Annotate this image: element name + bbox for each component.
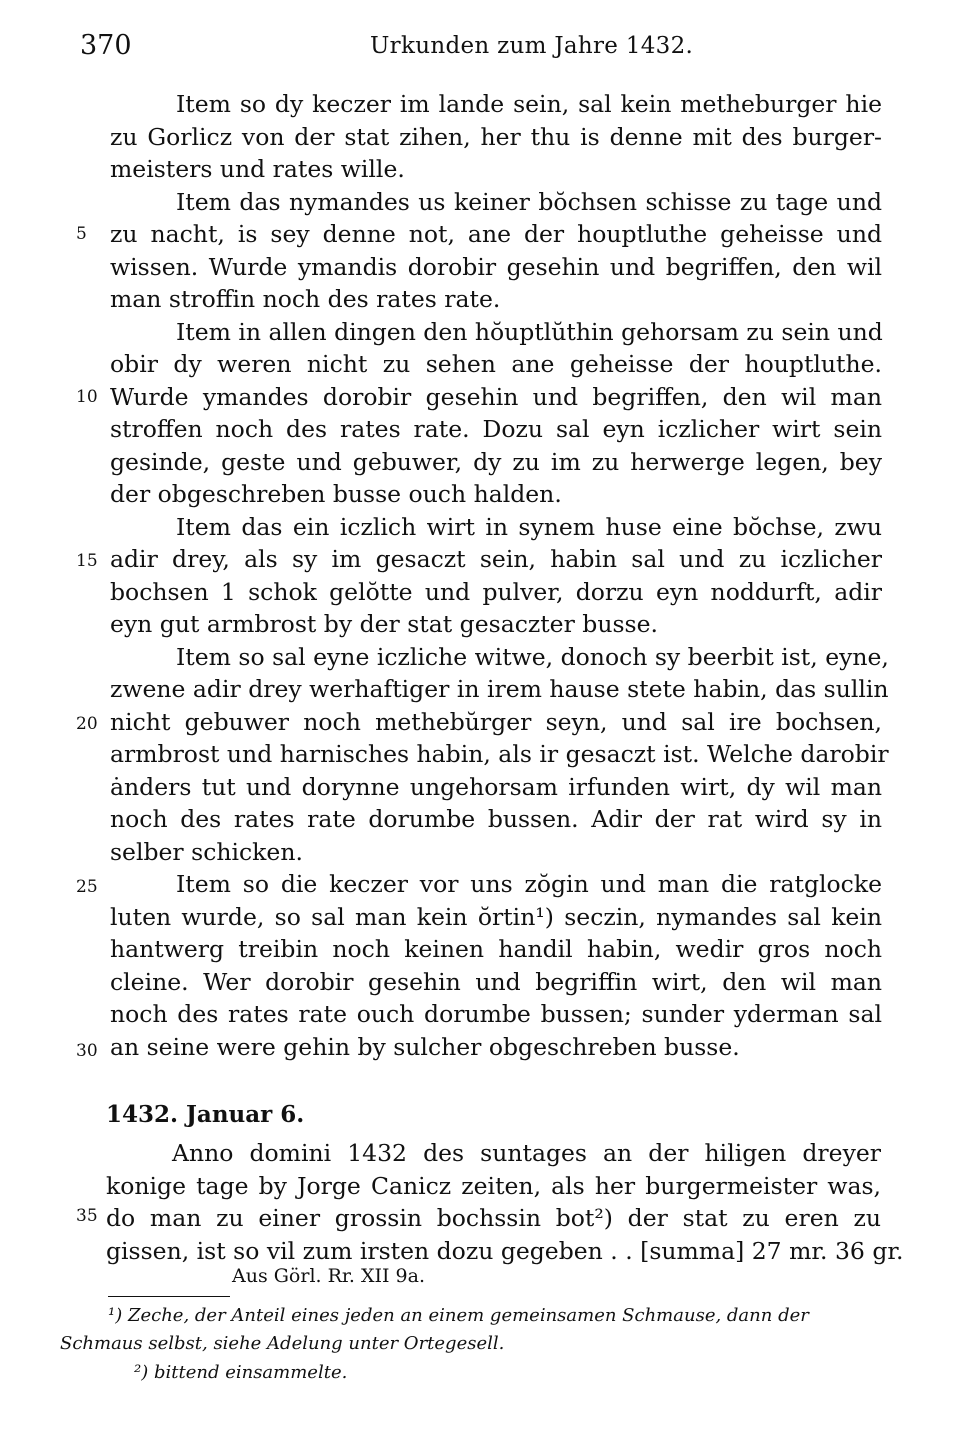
text-line: Item das nymandes us keiner bŏchsen schisse zu tage und bbox=[176, 187, 882, 216]
text-line: gissen, ist so vil zum irsten dozu gegeben . . [summa] 27 mr. 36 gr. bbox=[106, 1236, 904, 1265]
text-line: noch des rates rate dorumbe bussen. Adir der rat wird sy in bbox=[110, 805, 882, 833]
footnote-rule bbox=[108, 1296, 230, 1297]
section-heading: 1432. Januar 6. bbox=[106, 1101, 305, 1128]
line-number: 10 bbox=[76, 387, 98, 407]
text-line: Item in allen dingen den hŏuptlŭthin gehorsam zu sein und bbox=[176, 317, 883, 346]
text-line: meisters und rates wille. bbox=[110, 155, 405, 183]
text-line: man stroffin noch des rates rate. bbox=[110, 285, 501, 313]
text-line: luten wurde, so sal man kein ŏrtin¹) seczin, nymandes sal kein bbox=[110, 902, 882, 931]
text-line: obir dy weren nicht zu sehen ane geheisse der houptluthe. bbox=[110, 350, 882, 378]
text-line: nicht gebuwer noch methebŭrger seyn, und sal ire bochsen, bbox=[110, 707, 882, 736]
text-line: Item so sal eyne iczliche witwe, donoch sy beerbit ist, eyne, bbox=[176, 642, 889, 671]
text-line: hantwerg treibin noch keinen handil habin, wedir gros noch bbox=[110, 935, 882, 963]
line-number: 25 bbox=[76, 877, 98, 897]
text-line: Wurde ymandes dorobir gesehin und begriffen, den wil man bbox=[110, 382, 882, 411]
text-line: bochsen 1 schok gelŏtte und pulver, dorzu eyn noddurft, adir bbox=[110, 577, 882, 606]
text-line: Item so dy keczer im lande sein, sal kein metheburger hie bbox=[176, 90, 882, 118]
text-line: Anno domini 1432 des suntages an der hiligen dreyer bbox=[172, 1139, 881, 1167]
text-line: eyn gut armbrost by der stat gesaczter busse. bbox=[110, 610, 658, 638]
text-line: zwene adir drey werhaftiger in irem hause stete habin, das sullin bbox=[110, 675, 889, 703]
section-text-block bbox=[106, 1137, 904, 1267]
text-line: konige tage by Jorge Canicz zeiten, als her burgermeister was, bbox=[106, 1171, 881, 1200]
footnote-1: ¹) Zeche, der Anteil eines jeden an einem gemeinsamen Schmause, dann der bbox=[108, 1305, 809, 1326]
source-citation: Aus Görl. Rr. XII 9a. bbox=[232, 1265, 426, 1287]
page-number: 370 bbox=[80, 30, 132, 61]
text-line: wissen. Wurde ymandis dorobir gesehin und begriffen, den wil bbox=[110, 252, 882, 281]
text-line: adir drey, als sy im gesaczt sein, habin sal und zu iczlicher bbox=[110, 545, 882, 573]
text-line: armbrost und harnisches habin, als ir gesaczt ist. Welche darobir bbox=[110, 740, 889, 768]
text-line: zu Gorlicz von der stat zihen, her thu is denne mit des burger- bbox=[110, 122, 882, 151]
text-line: Item das ein iczlich wirt in synem huse eine bŏchse, zwu bbox=[176, 512, 882, 541]
text-line: der obgeschreben busse ouch halden. bbox=[110, 480, 562, 508]
line-number: 35 bbox=[76, 1206, 98, 1226]
line-number: 5 bbox=[76, 224, 87, 244]
text-line: an seine were gehin by sulcher obgeschreben busse. bbox=[110, 1032, 740, 1061]
text-line: stroffen noch des rates rate. Dozu sal eyn iczlicher wirt sein bbox=[110, 415, 882, 443]
main-text-block bbox=[110, 88, 889, 1063]
line-number: 20 bbox=[76, 714, 98, 734]
text-line: noch des rates rate ouch dorumbe bussen; sunder yderman sal bbox=[110, 1000, 882, 1028]
running-title: Urkunden zum Jahre 1432. bbox=[370, 33, 694, 59]
text-line: gesinde, geste und gebuwer, dy zu im zu herwerge legen, bey bbox=[110, 447, 882, 476]
text-line: cleine. Wer dorobir gesehin und begriffin wirt, den wil man bbox=[110, 967, 882, 996]
text-line: zu nacht, is sey denne not, ane der houptluthe geheisse und bbox=[110, 220, 882, 248]
text-line: ȧnders tut und dorynne ungehorsam irfunden wirt, dy wil man bbox=[110, 772, 882, 801]
text-line: Item so die keczer vor uns zŏgin und man die ratglocke bbox=[176, 870, 882, 898]
line-number: 30 bbox=[76, 1041, 98, 1061]
text-line: do man zu einer grossin bochssin bot²) der stat zu eren zu bbox=[106, 1204, 881, 1232]
footnote-1-continued: Schmaus selbst, siehe Adelung unter Ortegesell. bbox=[60, 1333, 505, 1354]
footnote-2: ²) bittend einsammelte. bbox=[134, 1362, 348, 1383]
text-line: selber schicken. bbox=[110, 837, 303, 866]
line-number: 15 bbox=[76, 551, 98, 571]
